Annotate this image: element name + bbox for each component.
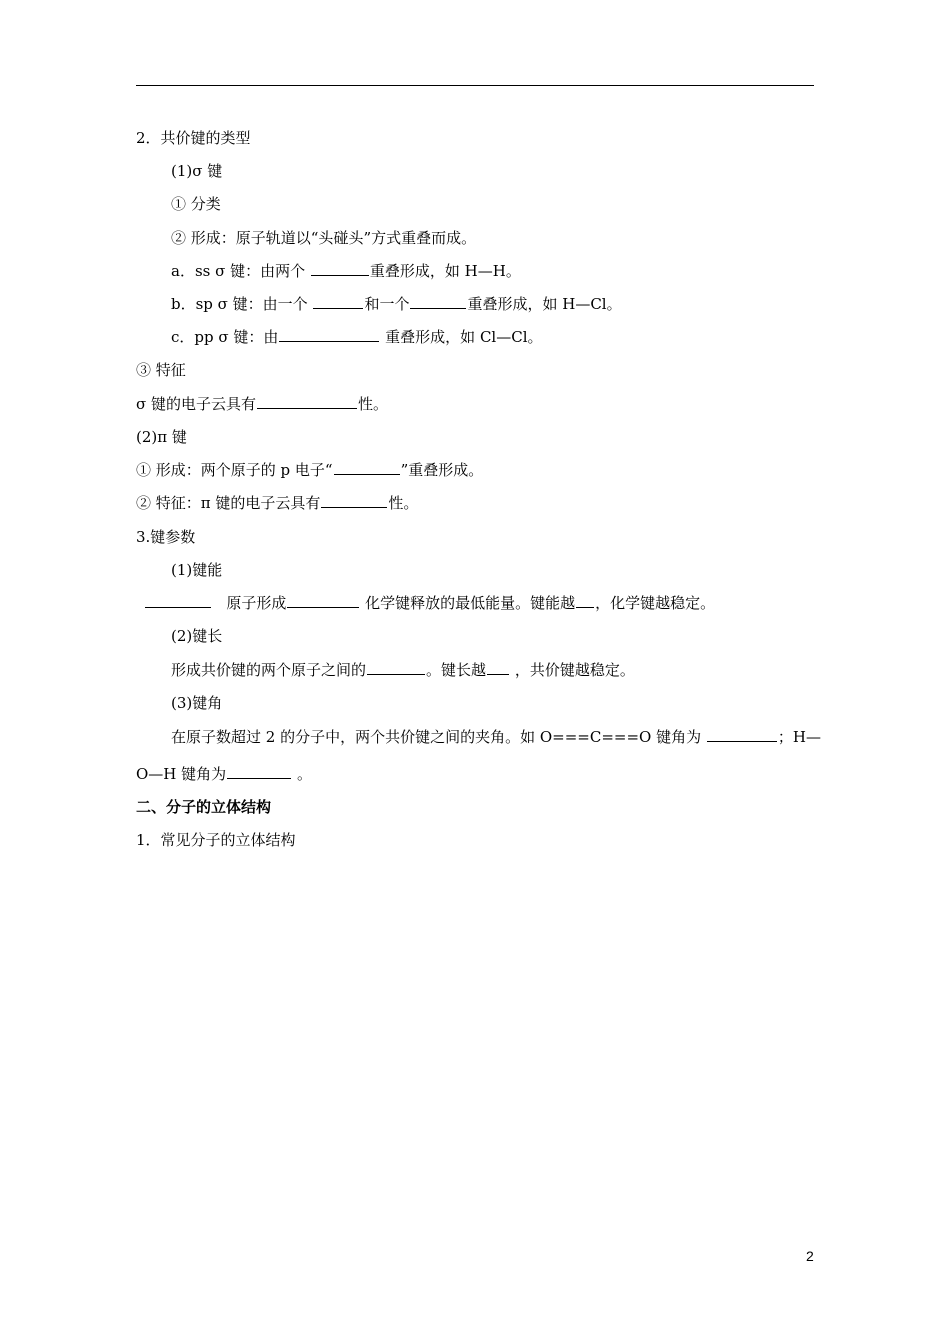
item-bond-angle-cont: O—H 键角为 。 [136, 765, 312, 783]
item-sigma-cloud: σ 键的电子云具有 性。 [136, 395, 389, 413]
fill-blank[interactable] [367, 660, 425, 675]
fill-blank[interactable] [410, 294, 466, 309]
subheading-bond-energy: (1)键能 [171, 561, 223, 579]
heading-bond-types: 2．共价键的类型 [136, 129, 251, 147]
heading-common-structures: 1．常见分子的立体结构 [136, 831, 296, 849]
item-classification: ① 分类 [171, 195, 221, 213]
fill-blank[interactable] [576, 593, 594, 608]
item-bond-length-def: 形成共价键的两个原子之间的 。键长越 ，共价键越稳定。 [171, 661, 635, 679]
fill-blank[interactable] [321, 493, 387, 508]
item-formation: ② 形成：原子轨道以“头碰头”方式重叠而成。 [171, 229, 477, 247]
item-pi-characteristics: ② 特征：π 键的电子云具有 性。 [136, 494, 419, 512]
fill-blank[interactable] [257, 394, 357, 409]
item-characteristics: ③ 特征 [136, 361, 186, 379]
fill-blank[interactable] [311, 261, 369, 276]
item-bond-energy-def: 原子形成 化学键释放的最低能量。键能越 ，化学键越稳定。 [144, 593, 715, 613]
header-rule [136, 85, 814, 86]
heading-bond-parameters: 3.键参数 [136, 528, 196, 546]
subheading-sigma-bond: (1)σ 键 [171, 162, 223, 180]
fill-blank[interactable] [707, 727, 777, 742]
fill-blank[interactable] [227, 764, 291, 779]
fill-blank[interactable] [487, 660, 509, 675]
section-heading-molecular-structure: 二、分子的立体结构 [136, 798, 272, 816]
fill-blank[interactable] [313, 294, 363, 309]
fill-blank[interactable] [279, 327, 379, 342]
subheading-bond-angle: (3)键角 [171, 694, 223, 712]
subheading-pi-bond: (2)π 键 [136, 428, 187, 446]
subheading-bond-length: (2)键长 [171, 627, 223, 645]
fill-blank[interactable] [287, 593, 359, 608]
fill-blank[interactable] [334, 460, 400, 475]
item-ss-sigma: a．ss σ 键：由两个 重叠形成，如 H—H。 [171, 262, 521, 280]
item-sp-sigma: b．sp σ 键：由一个 和一个 重叠形成，如 H—Cl。 [171, 295, 622, 313]
item-pp-sigma: c．pp σ 键：由 重叠形成，如 Cl—Cl。 [171, 328, 543, 346]
item-pi-formation: ① 形成：两个原子的 p 电子“ ”重叠形成。 [136, 461, 484, 479]
fill-blank[interactable] [145, 593, 211, 608]
page-number: 2 [806, 1248, 814, 1264]
item-bond-angle-def: 在原子数超过 2 的分子中，两个共价键之间的夹角。如 O===C===O 键角为 ；H— [171, 728, 821, 746]
